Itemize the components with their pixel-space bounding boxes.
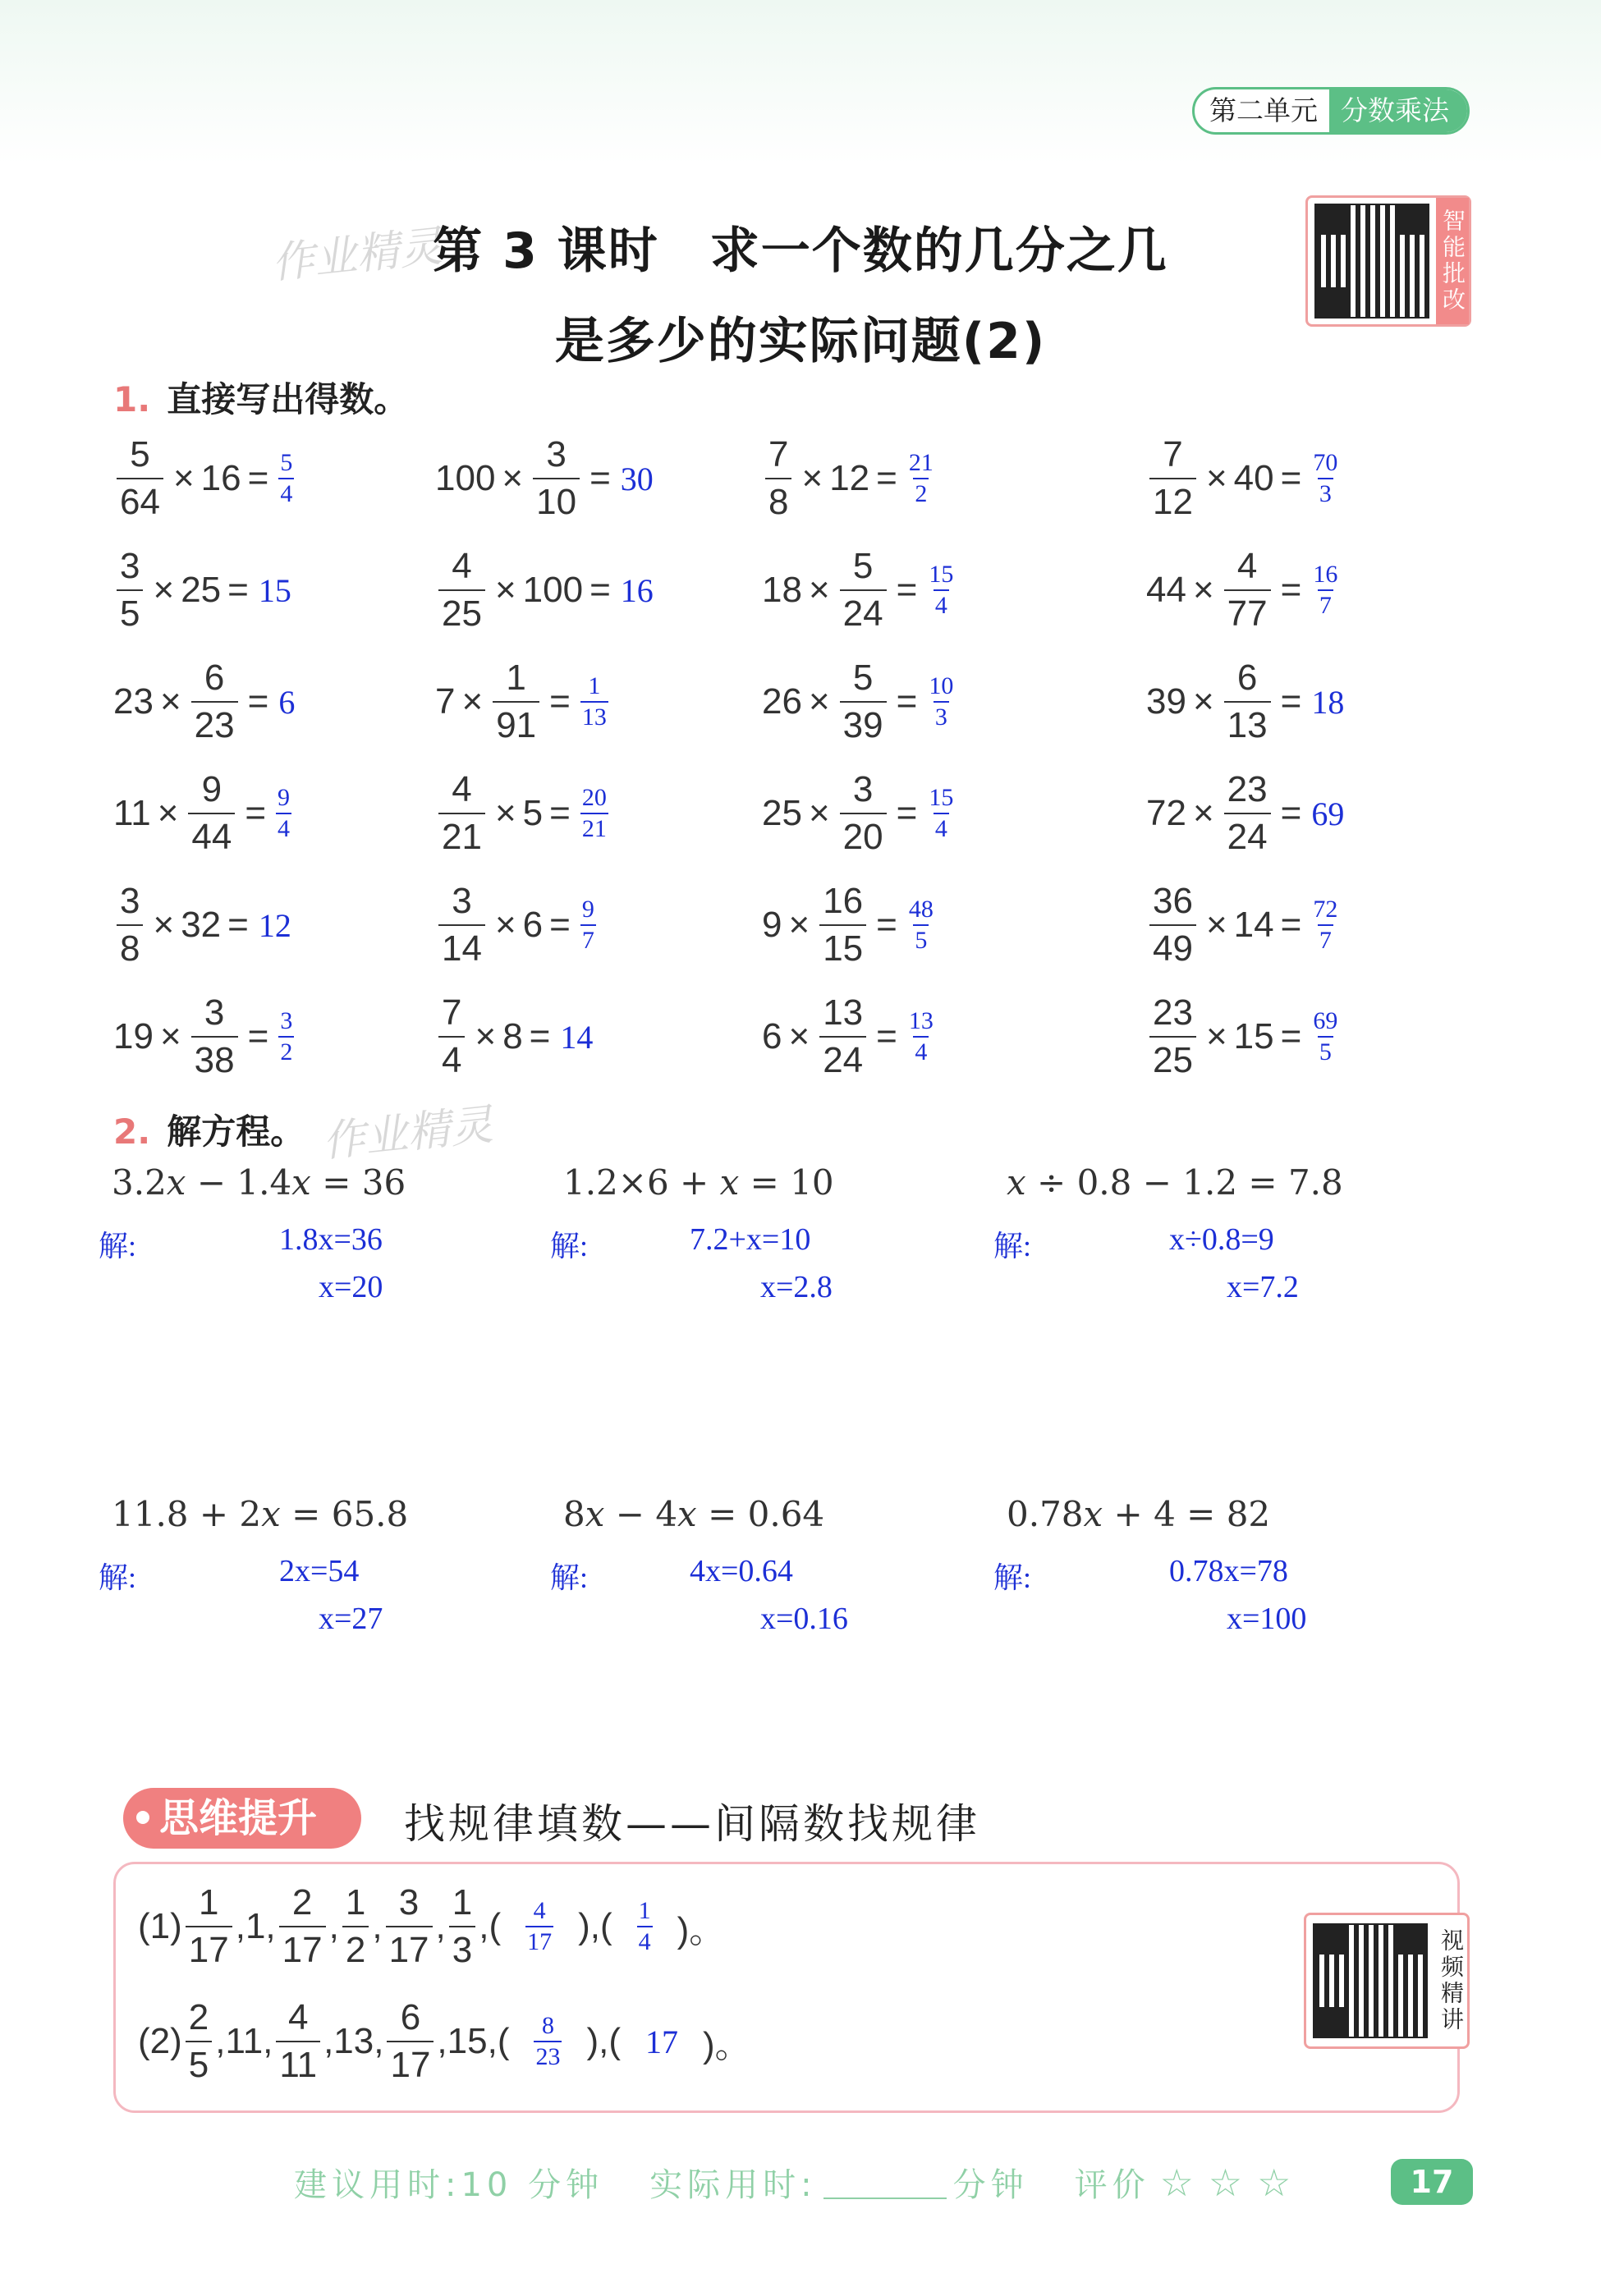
solution-step: x=20 xyxy=(319,1270,383,1304)
frac: $\frac{3}{17}$ xyxy=(386,1885,433,1968)
title-line-1: 第 3 课时 求一个数的几分之几 xyxy=(433,222,1168,280)
calc-item: $\frac{7}{8}$ × 12 = $\frac{21}{2}$ xyxy=(762,437,935,520)
watermark-2: 作业精灵 xyxy=(320,1100,496,1167)
unit-label: 第二单元 xyxy=(1209,94,1318,126)
qr-smart-grading[interactable] xyxy=(1305,195,1471,327)
minutes-label: 分钟 xyxy=(952,2166,1029,2204)
q-label: (2) xyxy=(138,2021,182,2061)
section-title: 直接写出得数。 xyxy=(167,379,409,419)
solution-label: 解: xyxy=(550,1561,589,1594)
equation: 11.8 + 2x = 65.8 xyxy=(112,1494,409,1534)
calc-item: $\frac{23}{25}$ × 15 = $\frac{69}{5}$ xyxy=(1146,995,1339,1079)
calc-item: $\frac{4}{25}$ × 100 = 16 xyxy=(435,548,654,632)
page-number: 17 xyxy=(1391,2159,1473,2205)
unit-badge xyxy=(1192,87,1470,135)
frac: $\frac{4}{11}$ xyxy=(276,2000,320,2083)
calc-item: $\frac{5}{64}$ × 16 = $\frac{5}{4}$ xyxy=(113,437,294,520)
section-title: 解方程。 xyxy=(167,1111,305,1152)
frac: $\frac{1}{2}$ xyxy=(342,1885,369,1968)
solution-label: 解: xyxy=(550,1230,589,1263)
solution-label: 解: xyxy=(99,1230,137,1263)
calc-item: $\frac{7}{12}$ × 40 = $\frac{70}{3}$ xyxy=(1146,437,1339,520)
solution-label: 解: xyxy=(993,1561,1032,1594)
calc-item: 11 × $\frac{9}{44}$ = $\frac{9}{4}$ xyxy=(113,769,291,857)
qr-video[interactable] xyxy=(1304,1913,1470,2049)
equation: 0.78x + 4 = 82 xyxy=(1007,1494,1271,1534)
calc-item: 100 × $\frac{3}{10}$ = 30 xyxy=(435,434,654,522)
equation: x ÷ 0.8 − 1.2 = 7.8 xyxy=(1007,1162,1343,1203)
calc-item: 39 × $\frac{6}{13}$ = 18 xyxy=(1146,658,1345,745)
rating-label: 评价 xyxy=(1074,2166,1150,2204)
calc-item: 26 × $\frac{5}{39}$ = $\frac{10}{3}$ xyxy=(762,658,954,745)
answer-2: 1 4 xyxy=(638,1897,651,1955)
calc-item: 6 × $\frac{13}{24}$ = $\frac{13}{4}$ xyxy=(762,992,934,1080)
star-icon[interactable]: ☆ xyxy=(1159,2160,1199,2205)
calc-item: 23 × $\frac{6}{23}$ = 6 xyxy=(113,658,296,745)
star-icon[interactable]: ☆ xyxy=(1208,2160,1248,2205)
qr-label: 视频精讲 xyxy=(1438,1928,1465,2033)
suggested-time: 建议用时:10 分钟 xyxy=(294,2166,604,2204)
watermark: 作业精灵 xyxy=(269,222,445,289)
section-number: 2. xyxy=(113,1111,151,1152)
star-icon[interactable]: ☆ xyxy=(1257,2160,1296,2205)
equation: 3.2x − 1.4x = 36 xyxy=(112,1162,406,1203)
title-line-2: 是多少的实际问题(2) xyxy=(554,313,1047,370)
calc-item: 44 × $\frac{4}{77}$ = $\frac{16}{7}$ xyxy=(1146,546,1338,634)
calc-item: $\frac{3}{5}$ × 25 = 15 xyxy=(113,548,291,632)
calc-item: 19 × $\frac{3}{38}$ = $\frac{3}{2}$ xyxy=(113,992,293,1080)
frac: $\frac{2}{5}$ xyxy=(186,2000,212,2083)
solution-step: 1.8x=36 xyxy=(279,1222,383,1257)
calc-item: $\frac{36}{49}$ × 14 = $\frac{72}{7}$ xyxy=(1146,883,1339,967)
answer-1: 8 23 xyxy=(535,2012,561,2070)
solution-label: 解: xyxy=(993,1230,1032,1263)
solution-step: x=2.8 xyxy=(760,1270,833,1304)
actual-time-blank[interactable] xyxy=(823,2166,947,2199)
solution-step: 7.2+x=10 xyxy=(690,1222,811,1257)
calc-item: $\frac{7}{4}$ × 8 = 14 xyxy=(435,995,593,1079)
frac: $\frac{1}{3}$ xyxy=(449,1885,475,1968)
frac: $\frac{2}{17}$ xyxy=(279,1885,326,1968)
solution-step: x=100 xyxy=(1227,1602,1307,1636)
thinking-tag: 思维提升 xyxy=(123,1788,361,1849)
section-1-heading xyxy=(113,373,408,422)
topic-label: 分数乘法 xyxy=(1329,89,1467,132)
calc-item: $\frac{4}{21}$ × 5 = $\frac{20}{21}$ xyxy=(435,772,608,855)
answer-1: 4 17 xyxy=(527,1897,553,1955)
solution-step: x=0.16 xyxy=(760,1602,848,1636)
header-background xyxy=(0,0,1601,164)
sequence-1: (1) $\frac{1}{17}$ ,1, $\frac{2}{17}$ , $\frac{1}{2}$ , $\frac{3}{17}$ , $\frac{1}{3}$ ,( 4 17 ),( 1 4 )。 xyxy=(138,1882,726,1970)
sequence-2: (2) $\frac{2}{5}$ ,11, $\frac{4}{11}$ ,13, $\frac{6}{17}$ ,15,( 8 23 ),( 17 )。 xyxy=(138,1997,751,2085)
calc-item: 7 × $\frac{1}{91}$ = $\frac{1}{13}$ xyxy=(435,658,607,745)
solution-step: 0.78x=78 xyxy=(1169,1554,1288,1588)
answer-2: 17 xyxy=(645,2023,678,2060)
calc-item: 25 × $\frac{3}{20}$ = $\frac{15}{4}$ xyxy=(762,769,954,857)
frac: $\frac{6}{17}$ xyxy=(387,2000,434,2083)
frac: $\frac{1}{17}$ xyxy=(186,1885,232,1968)
equation: 1.2×6 + x = 10 xyxy=(563,1162,834,1203)
solution-label: 解: xyxy=(99,1561,137,1594)
qr-label: 智能批改 xyxy=(1436,198,1469,324)
thinking-title: 找规律填数——间隔数找规律 xyxy=(404,1800,980,1848)
calc-item: $\frac{3}{8}$ × 32 = 12 xyxy=(113,883,291,967)
calc-item: 18 × $\frac{5}{24}$ = $\frac{15}{4}$ xyxy=(762,546,954,634)
section-2-heading xyxy=(113,1105,305,1154)
calc-item: $\frac{3}{14}$ × 6 = $\frac{9}{7}$ xyxy=(435,883,596,967)
actual-time-label: 实际用时: xyxy=(649,2166,817,2204)
solution-step: 4x=0.64 xyxy=(690,1554,793,1588)
calc-item: 9 × $\frac{16}{15}$ = $\frac{48}{5}$ xyxy=(762,881,934,969)
qr-code-icon xyxy=(1314,1925,1426,2037)
q-label: (1) xyxy=(138,1906,182,1946)
solution-step: x÷0.8=9 xyxy=(1169,1222,1274,1257)
solution-step: x=27 xyxy=(319,1602,383,1636)
calc-item: 72 × $\frac{23}{24}$ = 69 xyxy=(1146,769,1345,857)
qr-code-icon xyxy=(1316,205,1428,317)
footer xyxy=(294,2159,1296,2206)
equation: 8x − 4x = 0.64 xyxy=(563,1494,825,1534)
solution-step: x=7.2 xyxy=(1227,1270,1299,1304)
section-number: 1. xyxy=(113,379,151,419)
solution-step: 2x=54 xyxy=(279,1554,360,1588)
